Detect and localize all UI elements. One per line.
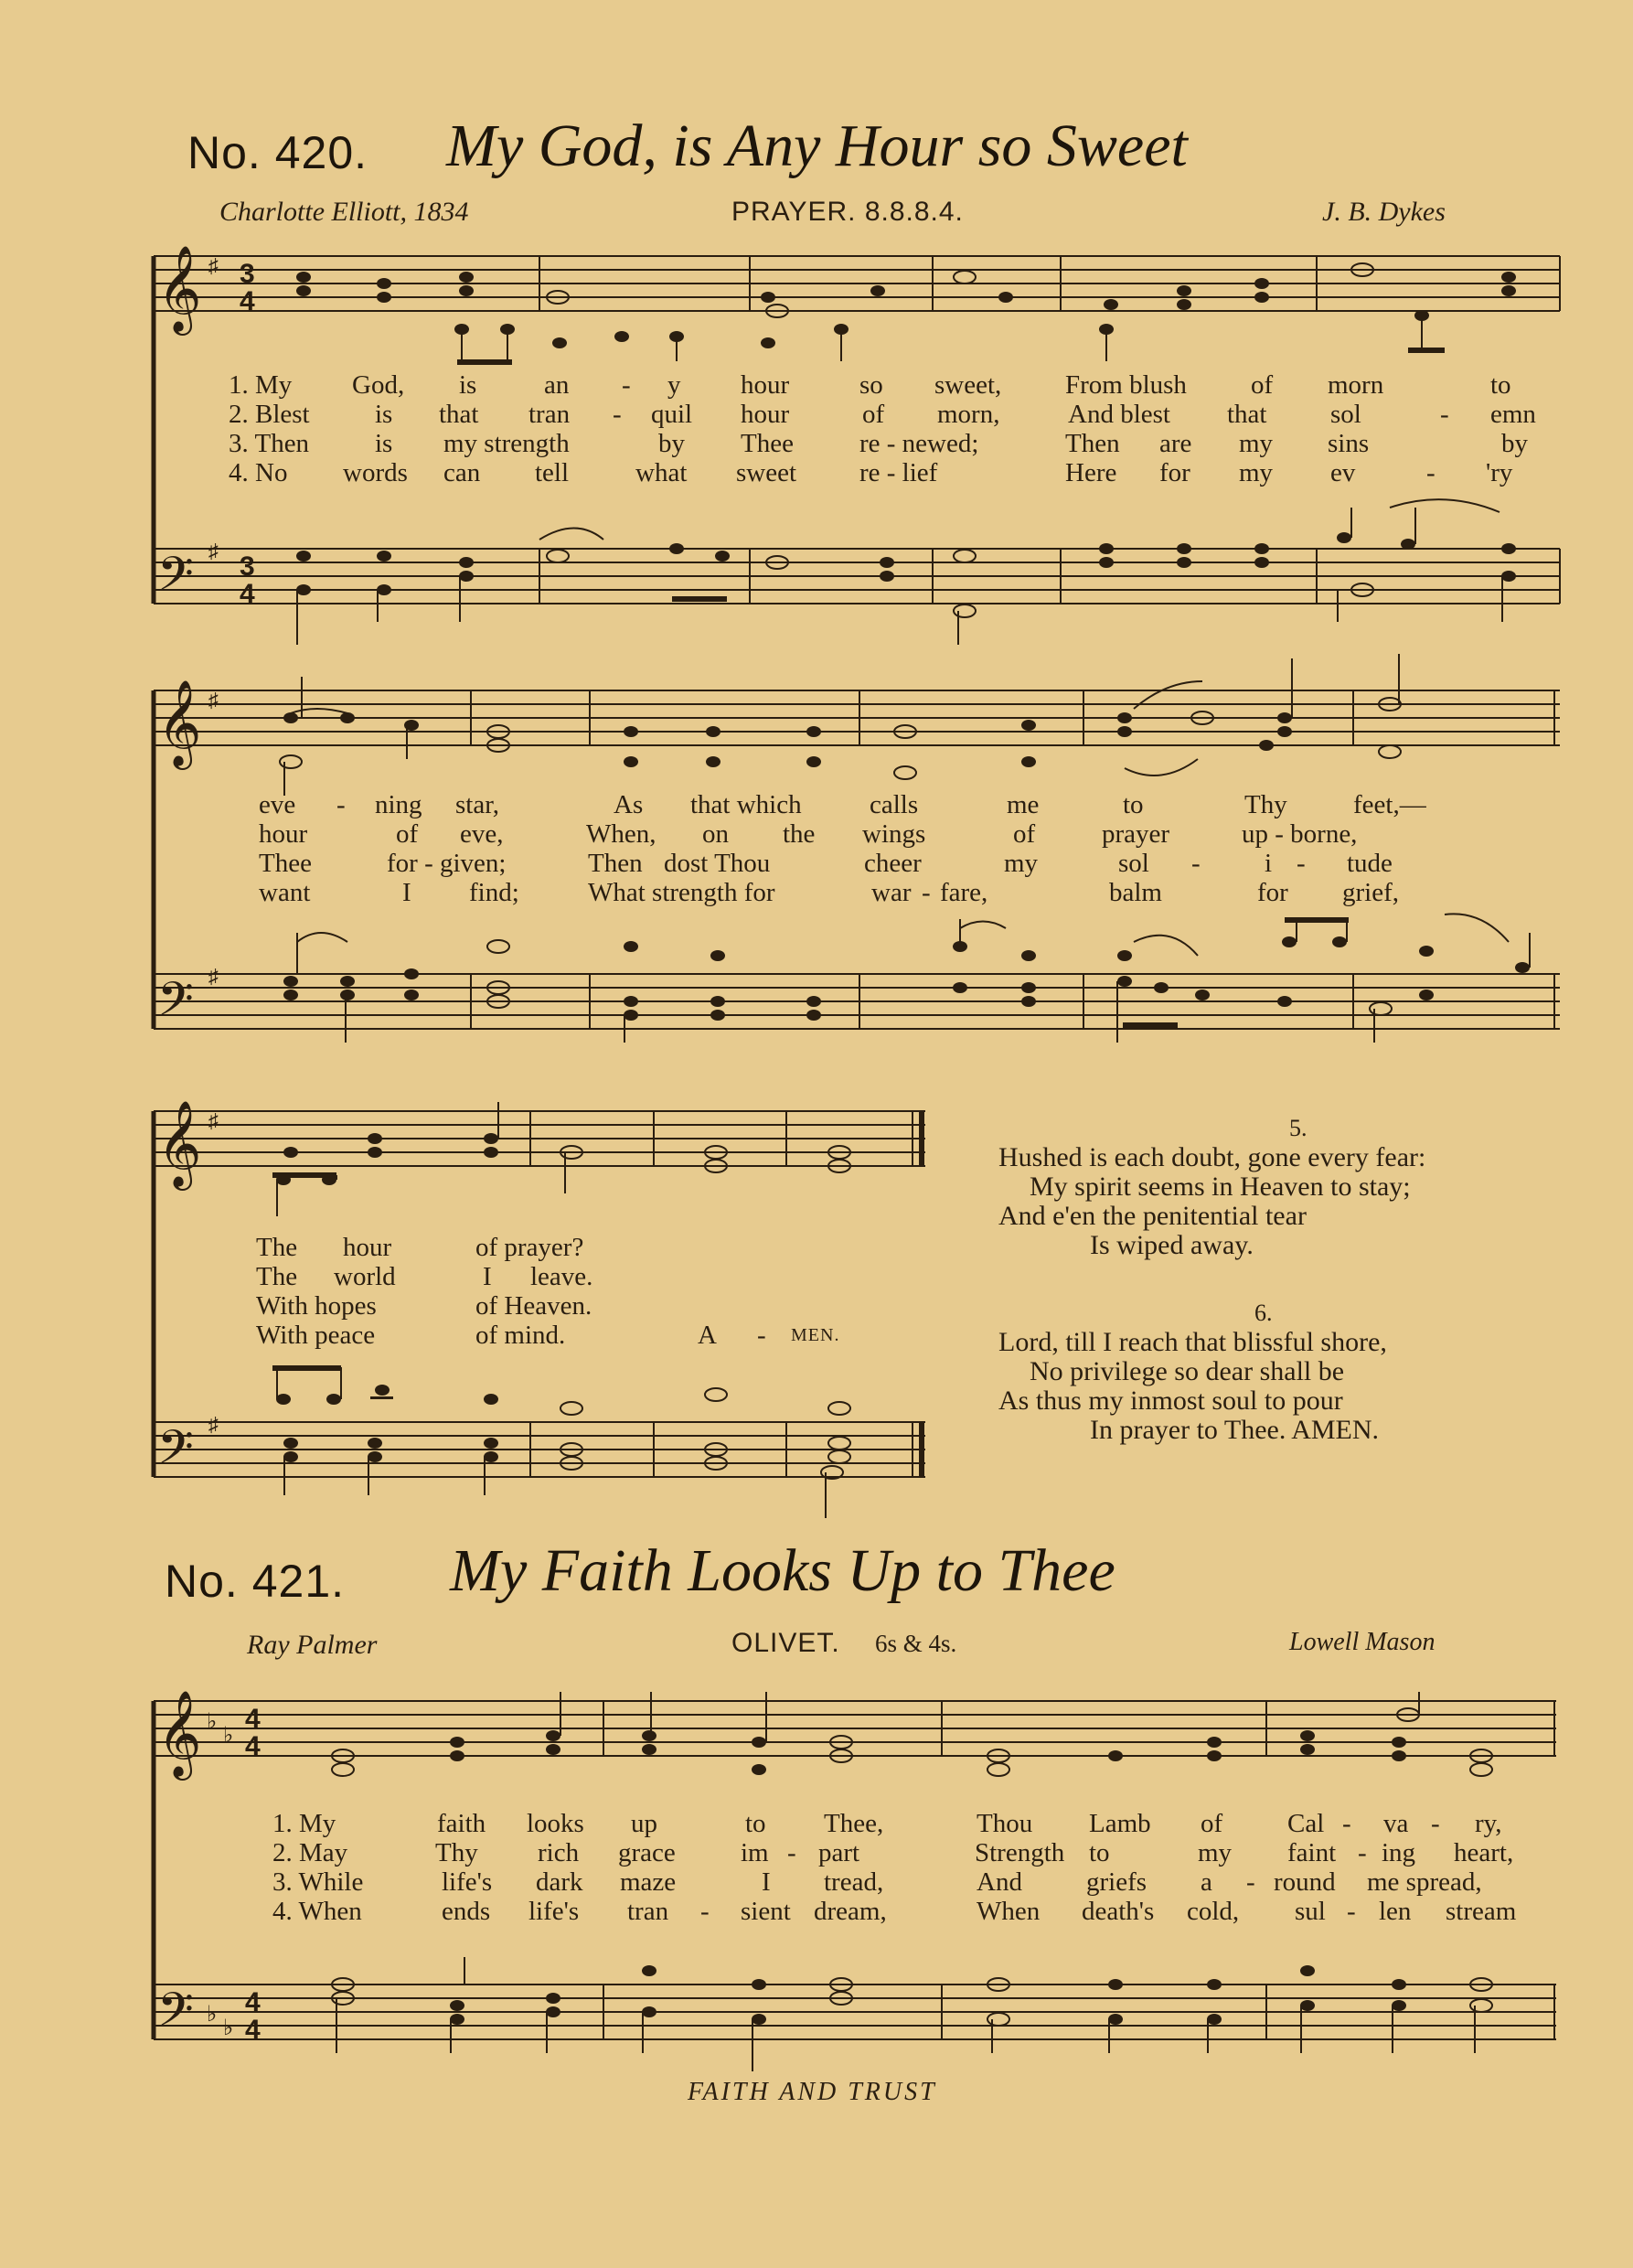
hymn-420-author: Charlotte Elliott, 1834	[219, 197, 469, 227]
lyric-syllable: sweet,	[934, 370, 1002, 400]
lyric-syllable: re - newed;	[859, 429, 979, 458]
lyric-syllable: sins	[1328, 429, 1370, 458]
lyric-syllable: my	[1004, 849, 1039, 878]
svg-text:♭: ♭	[207, 1710, 218, 1734]
lyric-syllable: -	[1431, 1809, 1440, 1838]
lyric-syllable: griefs	[1086, 1867, 1147, 1897]
lyric-syllable: up - borne,	[1242, 819, 1358, 849]
lyric-syllable: I	[402, 878, 411, 907]
lyric-syllable: 1. My	[229, 370, 293, 400]
lyric-syllable: fare,	[940, 878, 988, 907]
lyric-syllable: war	[871, 878, 912, 907]
lyric-syllable: dark	[536, 1867, 583, 1897]
lyric-syllable: morn	[1328, 370, 1384, 400]
lyric-syllable: -	[336, 790, 346, 819]
lyric-syllable: heart,	[1454, 1838, 1514, 1867]
lyric-syllable: im	[741, 1838, 769, 1867]
lyric-syllable: len	[1379, 1897, 1412, 1926]
lyric-syllable: Cal	[1287, 1809, 1325, 1838]
lyric-syllable: for	[1159, 458, 1190, 487]
lyric-syllable: 3. While	[272, 1867, 364, 1897]
lyric-syllable: me	[1007, 790, 1040, 819]
lyric-syllable: want	[259, 878, 311, 907]
lyric-syllable: -	[787, 1838, 796, 1867]
lyric-syllable: balm	[1109, 878, 1162, 907]
lyric-syllable: What strength for	[588, 878, 775, 907]
verse-line: In prayer to Thee. AMEN.	[1090, 1415, 1380, 1445]
lyric-syllable: dost Thou	[664, 849, 771, 878]
svg-text:𝄞: 𝄞	[157, 245, 202, 332]
lyric-syllable: world	[334, 1262, 396, 1291]
lyric-syllable: rich	[538, 1838, 580, 1867]
lyric-syllable: are	[1159, 429, 1192, 458]
lyric-syllable: ning	[375, 790, 422, 819]
lyric-syllable: And	[977, 1867, 1022, 1897]
lyric-syllable: -	[922, 878, 931, 907]
lyric-syllable: emn	[1490, 400, 1536, 429]
lyric-syllable: grief,	[1342, 878, 1399, 907]
lyric-syllable: With peace	[256, 1321, 376, 1350]
lyric-syllable: of	[1201, 1809, 1223, 1838]
svg-text:𝄢: 𝄢	[157, 1419, 194, 1486]
svg-text:♯: ♯	[208, 540, 219, 562]
lyric-syllable: sol	[1330, 400, 1361, 429]
svg-text:4: 4	[245, 1704, 261, 1734]
lyric-syllable: With hopes	[256, 1291, 377, 1321]
lyric-syllable: grace	[618, 1838, 676, 1867]
hymn-420-composer: J. B. Dykes	[1322, 197, 1446, 227]
lyric-syllable: of	[1013, 819, 1036, 849]
lyric-syllable: of	[1251, 370, 1274, 400]
hymn-421-meter: 6s & 4s.	[875, 1630, 957, 1657]
lyric-syllable: I	[762, 1867, 771, 1897]
lyric-syllable: for - given;	[387, 849, 507, 878]
lyric-syllable: life's	[442, 1867, 493, 1897]
lyric-syllable: tran	[528, 400, 571, 429]
lyric-syllable: find;	[469, 878, 519, 907]
verse-line: My spirit seems in Heaven to stay;	[1030, 1171, 1411, 1202]
lyric-syllable: that	[1227, 400, 1267, 429]
lyric-syllable: Then	[1065, 429, 1120, 458]
lyric-syllable: part	[818, 1838, 860, 1867]
verse-line: Lord, till I reach that blissful shore,	[998, 1327, 1387, 1357]
verse-line: And e'en the penitential tear	[998, 1201, 1307, 1231]
lyric-syllable: tran	[627, 1897, 669, 1926]
lyric-syllable: that	[439, 400, 479, 429]
lyric-syllable: of	[862, 400, 885, 429]
verse-number: 5.	[1289, 1115, 1307, 1141]
svg-text:4: 4	[245, 1987, 261, 2017]
lyric-syllable: a	[1201, 1867, 1212, 1897]
lyric-syllable: Lamb	[1089, 1809, 1151, 1838]
lyric-syllable: calls	[870, 790, 919, 819]
lyric-syllable: A	[698, 1321, 717, 1350]
lyric-syllable: 3. Then	[229, 429, 310, 458]
lyric-syllable: ev	[1330, 458, 1356, 487]
lyric-syllable: my	[1239, 429, 1274, 458]
lyric-syllable: When	[977, 1897, 1041, 1926]
svg-text:♯: ♯	[208, 689, 219, 711]
lyric-syllable: of prayer?	[475, 1233, 584, 1262]
lyric-syllable: sul	[1295, 1897, 1326, 1926]
lyric-syllable: faith	[437, 1809, 486, 1838]
svg-text:♭: ♭	[207, 2003, 218, 2027]
lyric-syllable: sol	[1118, 849, 1149, 878]
lyric-syllable: 4. When	[272, 1897, 362, 1926]
lyric-syllable: life's	[528, 1897, 580, 1926]
lyric-syllable: i	[1265, 849, 1273, 878]
lyric-syllable: ry,	[1475, 1809, 1502, 1838]
lyric-syllable: Then	[588, 849, 643, 878]
lyric-syllable: to	[1089, 1838, 1110, 1867]
lyric-syllable: hour	[343, 1233, 392, 1262]
lyric-syllable: 4. No	[229, 458, 288, 487]
svg-text:𝄞: 𝄞	[157, 1690, 202, 1777]
lyric-syllable: Thee	[259, 849, 312, 878]
lyric-syllable: my	[1239, 458, 1274, 487]
lyric-syllable: eve	[259, 790, 296, 819]
lyric-syllable: And blest	[1068, 400, 1170, 429]
lyric-syllable: to	[1490, 370, 1511, 400]
lyric-syllable: looks	[527, 1809, 584, 1838]
lyric-syllable: tell	[535, 458, 570, 487]
hymn-420-tune: PRAYER. 8.8.8.4.	[731, 197, 964, 227]
lyric-syllable: I	[483, 1262, 492, 1291]
lyric-syllable: me spread,	[1367, 1867, 1482, 1897]
svg-text:𝄢: 𝄢	[157, 546, 194, 613]
svg-text:♭: ♭	[223, 1724, 234, 1748]
lyric-syllable: of Heaven.	[475, 1291, 592, 1321]
lyric-syllable: cold,	[1187, 1897, 1240, 1926]
lyric-syllable: round	[1274, 1867, 1336, 1897]
svg-text:♯: ♯	[208, 1413, 219, 1436]
lyric-syllable: ing	[1382, 1838, 1416, 1867]
lyric-syllable: Thy	[1244, 790, 1287, 819]
lyric-syllable: sweet	[736, 458, 797, 487]
hymn-421-title: My Faith Looks Up to Thee	[450, 1537, 1115, 1604]
lyric-syllable: can	[443, 458, 481, 487]
hymn-421-author: Ray Palmer	[247, 1630, 378, 1660]
lyric-syllable: hour	[741, 370, 790, 400]
hymn-421-tune: OLIVET.	[731, 1628, 840, 1658]
lyric-syllable: hour	[259, 819, 308, 849]
lyric-syllable: feet,—	[1353, 790, 1426, 819]
lyric-syllable: 2. May	[272, 1838, 348, 1867]
lyric-syllable: that which	[690, 790, 802, 819]
lyric-syllable: 2. Blest	[229, 400, 310, 429]
lyric-syllable: is	[375, 400, 393, 429]
lyric-syllable: Thou	[977, 1809, 1033, 1838]
svg-text:3: 3	[240, 259, 255, 289]
lyric-syllable: tude	[1347, 849, 1393, 878]
lyric-syllable: words	[343, 458, 408, 487]
lyric-syllable: re - lief	[859, 458, 938, 487]
svg-text:𝄞: 𝄞	[157, 1100, 202, 1187]
lyric-syllable: wings	[862, 819, 926, 849]
lyric-syllable: Thee,	[824, 1809, 884, 1838]
lyric-syllable: Here	[1065, 458, 1117, 487]
lyric-syllable: morn,	[937, 400, 1000, 429]
lyric-syllable: of mind.	[475, 1321, 566, 1350]
svg-text:♯: ♯	[208, 254, 219, 277]
lyric-syllable: sient	[741, 1897, 791, 1926]
lyric-syllable: As	[614, 790, 644, 819]
svg-text:4: 4	[245, 1731, 261, 1761]
lyric-line	[272, 1809, 1553, 1838]
lyric-syllable: an	[544, 370, 570, 400]
lyric-syllable: -	[1358, 1838, 1367, 1867]
lyric-line	[272, 1838, 1553, 1867]
lyric-syllable: y	[667, 370, 681, 400]
lyric-syllable: -	[1342, 1809, 1351, 1838]
lyric-syllable: to	[1123, 790, 1144, 819]
lyric-syllable: MEN.	[791, 1325, 840, 1345]
lyric-syllable: what	[635, 458, 688, 487]
lyric-syllable: for	[1257, 878, 1288, 907]
section-footer: FAITH AND TRUST	[688, 2078, 937, 2106]
lyric-syllable: up	[631, 1809, 657, 1838]
lyric-syllable: -	[1426, 458, 1436, 487]
svg-text:4: 4	[245, 2015, 261, 2045]
lyric-syllable: by	[1501, 429, 1528, 458]
lyric-syllable: by	[658, 429, 685, 458]
lyric-syllable: of	[396, 819, 419, 849]
lyric-syllable: -	[613, 400, 622, 429]
lyric-syllable: va	[1383, 1809, 1409, 1838]
lyric-syllable: dream,	[814, 1897, 887, 1926]
lyric-syllable: cheer	[864, 849, 922, 878]
lyric-syllable: death's	[1082, 1897, 1155, 1926]
lyric-syllable: Strength	[975, 1838, 1065, 1867]
hymn-421-number: No. 421.	[165, 1556, 346, 1607]
lyric-syllable: -	[1246, 1867, 1255, 1897]
lyric-syllable: is	[375, 429, 393, 458]
lyric-syllable: ends	[442, 1897, 491, 1926]
lyric-syllable: my	[1198, 1838, 1233, 1867]
lyric-syllable: is	[459, 370, 477, 400]
lyric-syllable: leave.	[530, 1262, 593, 1291]
lyric-syllable: to	[745, 1809, 766, 1838]
lyric-syllable: 1. My	[272, 1809, 336, 1838]
verse-line: Hushed is each doubt, gone every fear:	[998, 1142, 1426, 1172]
lyric-syllable: faint	[1287, 1838, 1337, 1867]
lyric-syllable: prayer	[1102, 819, 1170, 849]
lyric-syllable: -	[1297, 849, 1306, 878]
lyric-syllable: my strength	[443, 429, 570, 458]
svg-text:♯: ♯	[208, 965, 219, 988]
lyric-syllable: The	[256, 1233, 298, 1262]
svg-text:4: 4	[240, 286, 255, 316]
svg-text:3: 3	[240, 551, 255, 582]
lyric-syllable: God,	[352, 370, 405, 400]
hymn-421-composer: Lowell Mason	[1289, 1628, 1436, 1656]
svg-text:4: 4	[240, 579, 255, 609]
lyric-line	[272, 1867, 1553, 1897]
lyric-syllable: -	[1347, 1897, 1356, 1926]
lyric-syllable: on	[702, 819, 729, 849]
lyric-syllable: When,	[586, 819, 656, 849]
svg-text:𝄢: 𝄢	[157, 971, 194, 1038]
lyric-syllable: star,	[455, 790, 499, 819]
lyric-syllable: 'ry	[1486, 458, 1513, 487]
svg-text:𝄢: 𝄢	[157, 1982, 194, 2049]
lyric-syllable: so	[859, 370, 883, 400]
lyric-line	[272, 1897, 1553, 1926]
lyric-syllable: -	[700, 1897, 710, 1926]
lyric-syllable: eve,	[460, 819, 504, 849]
lyric-syllable: the	[783, 819, 816, 849]
verse-line: No privilege so dear shall be	[1030, 1356, 1345, 1386]
lyric-syllable: hour	[741, 400, 790, 429]
lyric-syllable: Thee	[741, 429, 794, 458]
svg-text:𝄞: 𝄞	[157, 679, 202, 766]
lyric-syllable: The	[256, 1262, 298, 1291]
lyric-syllable: stream	[1446, 1897, 1517, 1926]
lyric-syllable: maze	[620, 1867, 677, 1897]
lyric-syllable: From blush	[1065, 370, 1187, 400]
svg-text:♭: ♭	[223, 2017, 234, 2040]
hymn-420-number: No. 420.	[187, 127, 368, 178]
verse-line: As thus my inmost soul to pour	[998, 1385, 1343, 1416]
lyric-syllable: -	[622, 370, 631, 400]
hymn-421-lyrics	[272, 1809, 1553, 1926]
lyric-syllable: -	[1440, 400, 1449, 429]
lyric-syllable: Thy	[435, 1838, 478, 1867]
lyric-syllable: tread,	[824, 1867, 884, 1897]
hymn-420-title: My God, is Any Hour so Sweet	[446, 112, 1188, 179]
lyric-syllable: -	[757, 1321, 766, 1350]
lyric-syllable: quil	[651, 400, 693, 429]
lyric-syllable: -	[1191, 849, 1201, 878]
verse-line: Is wiped away.	[1090, 1230, 1254, 1260]
svg-text:♯: ♯	[208, 1109, 219, 1132]
verse-number: 6.	[1254, 1300, 1273, 1326]
